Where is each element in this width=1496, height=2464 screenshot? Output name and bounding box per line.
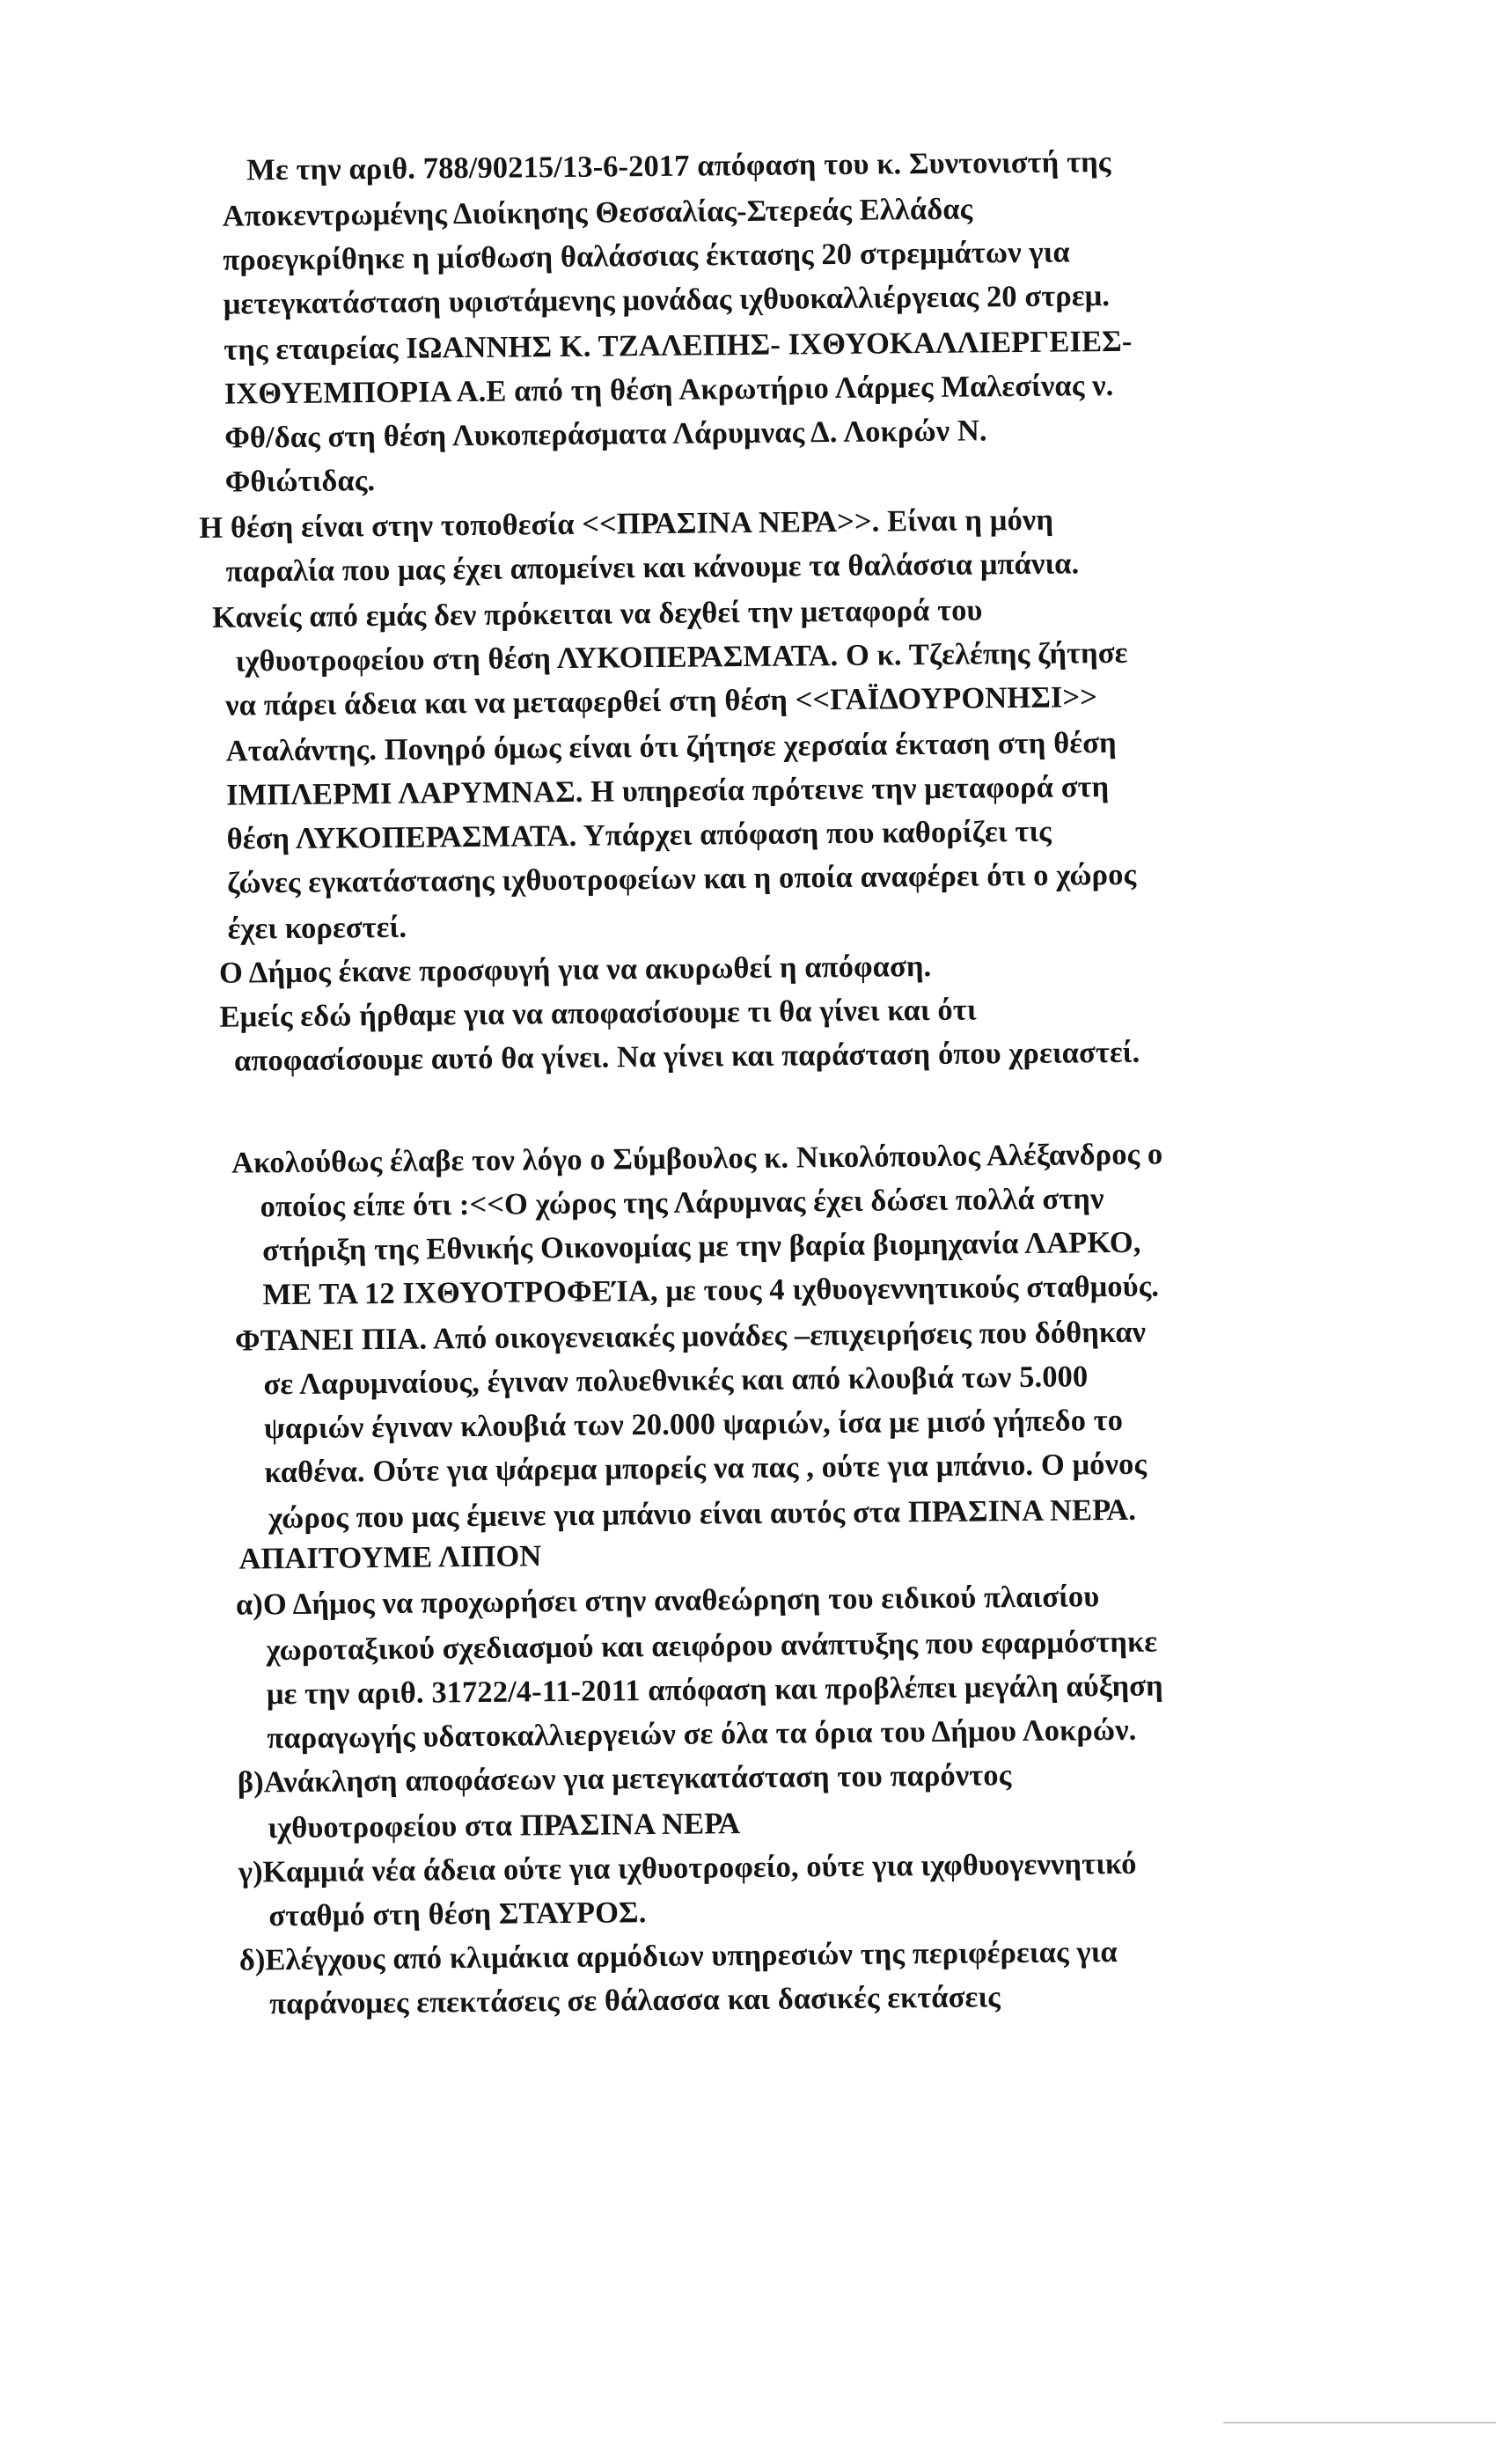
text-line: μετεγκατάσταση υφιστάμενης μονάδας ιχθυοκαλλιέργειας 20 στρεμ.	[223, 279, 1111, 321]
text-line: Ακολούθως έλαβε τον λόγο ο Σύμβουλος κ. Νικολόπουλος Αλέξανδρος ο	[231, 1137, 1163, 1180]
text-line: σταθμό στη θέση ΣΤΑΥΡΟΣ.	[268, 1896, 647, 1933]
text-line: Αταλάντης. Πονηρό όμως είναι ότι ζήτησε χερσαία έκταση στη θέση	[225, 725, 1117, 768]
text-line: καθένα. Ούτε για ψάρεμα μπορείς να πας , ούτε για μπάνιο. Ο μόνος	[264, 1447, 1148, 1490]
text-line: ψαριών έγιναν κλουβιά των 20.000 ψαριών, ίσα με μισό γήπεδο το	[263, 1403, 1124, 1446]
text-line: στήριξη της Εθνικής Οικονομίας με την βαρία βιομηχανία ΛΑΡΚΟ,	[261, 1225, 1141, 1268]
text-line: ΑΠΑΙΤΟΥΜΕ ΛΙΠΟΝ	[238, 1539, 542, 1576]
text-line: παραγωγής υδατοκαλλιεργειών σε όλα τα όρια του Δήμου Λοκρών.	[267, 1712, 1137, 1756]
text-line: χώρος που μας έμεινε για μπάνιο είναι αυτός στα ΠΡΑΣΙΝΑ ΝΕΡΑ.	[268, 1492, 1137, 1536]
text-line: να πάρει άδεια και να μεταφερθεί στη θέση <<ΓΑΪΔΟΥΡΟΝΗΣΙ>>	[224, 680, 1098, 722]
text-line: της εταιρείας ΙΩΑΝΝΗΣ Κ. ΤΖΑΛΕΠΗΣ- ΙΧΘΥΟΚΑΛΛΙΕΡΓΕΙΕΣ-	[224, 324, 1133, 367]
text-line: ιχθυοτροφείου στη θέση ΛΥΚΟΠΕΡΑΣΜΑΤΑ. Ο κ. Τζελέπης ζήτησε	[235, 635, 1128, 678]
text-line: ΜΕ ΤΑ 12 ΙΧΘΥΟΤΡΟΦΕΊΑ, με τους 4 ιχθυογεννητικούς σταθμούς.	[262, 1269, 1160, 1312]
text-line: χωροταξικού σχεδιασμού και αειφόρου ανάπτυξης που εφαρμόστηκε	[266, 1624, 1158, 1668]
text-line: σε Λαρυμναίους, έγιναν πολυεθνικές και από κλουβιά των 5.000	[263, 1360, 1089, 1402]
scan-edge-line	[1223, 2422, 1496, 2424]
text-line: Με την αριθ. 788/90215/13-6-2017 απόφαση του κ. Συντονιστή της	[246, 144, 1111, 187]
text-line: Ο Δήμος έκανε προσφυγή για να ακυρωθεί η απόφαση.	[218, 949, 932, 990]
text-line: έχει κορεστεί.	[227, 910, 407, 946]
text-line: παράνομες επεκτάσεις σε θάλασσα και δασικές εκτάσεις	[269, 1980, 1001, 2021]
text-line: γ)Καμμιά νέα άδεια ούτε για ιχθυοτροφείο, ούτε για ιχφθυογεννητικό	[238, 1846, 1137, 1889]
text-line: ιχθυοτροφείου στα ΠΡΑΣΙΝΑ ΝΕΡΑ	[268, 1807, 741, 1845]
text-line: β)Ανάκληση αποφάσεων για μετεγκατάσταση του παρόντος	[237, 1758, 1012, 1800]
text-line: παραλία που μας έχει απομείνει και κάνουμε τα θαλάσσια μπάνια.	[225, 546, 1080, 589]
text-line: δ)Ελέγχους από κλιμάκια αρμόδιων υπηρεσιών της περιφέρειας για	[238, 1935, 1118, 1977]
text-line: θέση ΛΥΚΟΠΕΡΑΣΜΑΤΑ. Υπάρχει απόφαση που καθορίζει τις	[226, 814, 1052, 856]
text-line: Η θέση είναι στην τοποθεσία <<ΠΡΑΣΙΝΑ ΝΕΡΑ>>. Είναι η μόνη	[199, 502, 1054, 545]
text-line: Εμείς εδώ ήρθαμε για να αποφασίσουμε τι θα γίνει και ότι	[219, 993, 977, 1034]
text-line: Φθιώτιδας.	[224, 464, 376, 499]
text-line: ΙΧΘΥΕΜΠΟΡΙΑ Α.Ε από τη θέση Ακρωτήριο Λάρμες Μαλεσίνας ν.	[224, 368, 1114, 411]
text-line: οποίος είπε ότι :<<Ο χώρος της Λάρυμνας έχει δώσει πολλά στην	[260, 1182, 1104, 1224]
text-line: ζώνες εγκατάστασης ιχθυοτροφείων και η οποία αναφέρει ότι ο χώρος	[226, 857, 1137, 900]
text-line: ΙΜΠΛΕΡΜΙ ΛΑΡΥΜΝΑΣ. Η υπηρεσία πρότεινε την μεταφορά στη	[225, 770, 1110, 812]
text-line: Κανείς από εμάς δεν πρόκειται να δεχθεί την μεταφορά του	[212, 593, 983, 634]
text-line: με την αριθ. 31722/4-11-2011 απόφαση και προβλέπει μεγάλη αύξηση	[266, 1668, 1163, 1712]
text-line: προεγκρίθηκε η μίσθωση θαλάσσιας έκτασης 20 στρεμμάτων για	[223, 235, 1070, 277]
text-line: Φθ/δας στη θέση Λυκοπεράσματα Λάρυμνας Δ. Λοκρών Ν.	[224, 414, 987, 455]
text-line: α)Ο Δήμος να προχωρήσει στην αναθεώρηση του ειδικού πλαισίου	[235, 1580, 1100, 1622]
text-line: αποφασίσουμε αυτό θα γίνει. Να γίνει και παράσταση όπου χρειαστεί.	[233, 1035, 1140, 1078]
text-line: Αποκεντρωμένης Διοίκησης Θεσσαλίας-Στερεάς Ελλάδας	[222, 192, 973, 233]
text-line: ΦΤΑΝΕΙ ΠΙΑ. Από οικογενειακές μονάδες –επιχειρήσεις που δόθηκαν	[234, 1315, 1147, 1358]
